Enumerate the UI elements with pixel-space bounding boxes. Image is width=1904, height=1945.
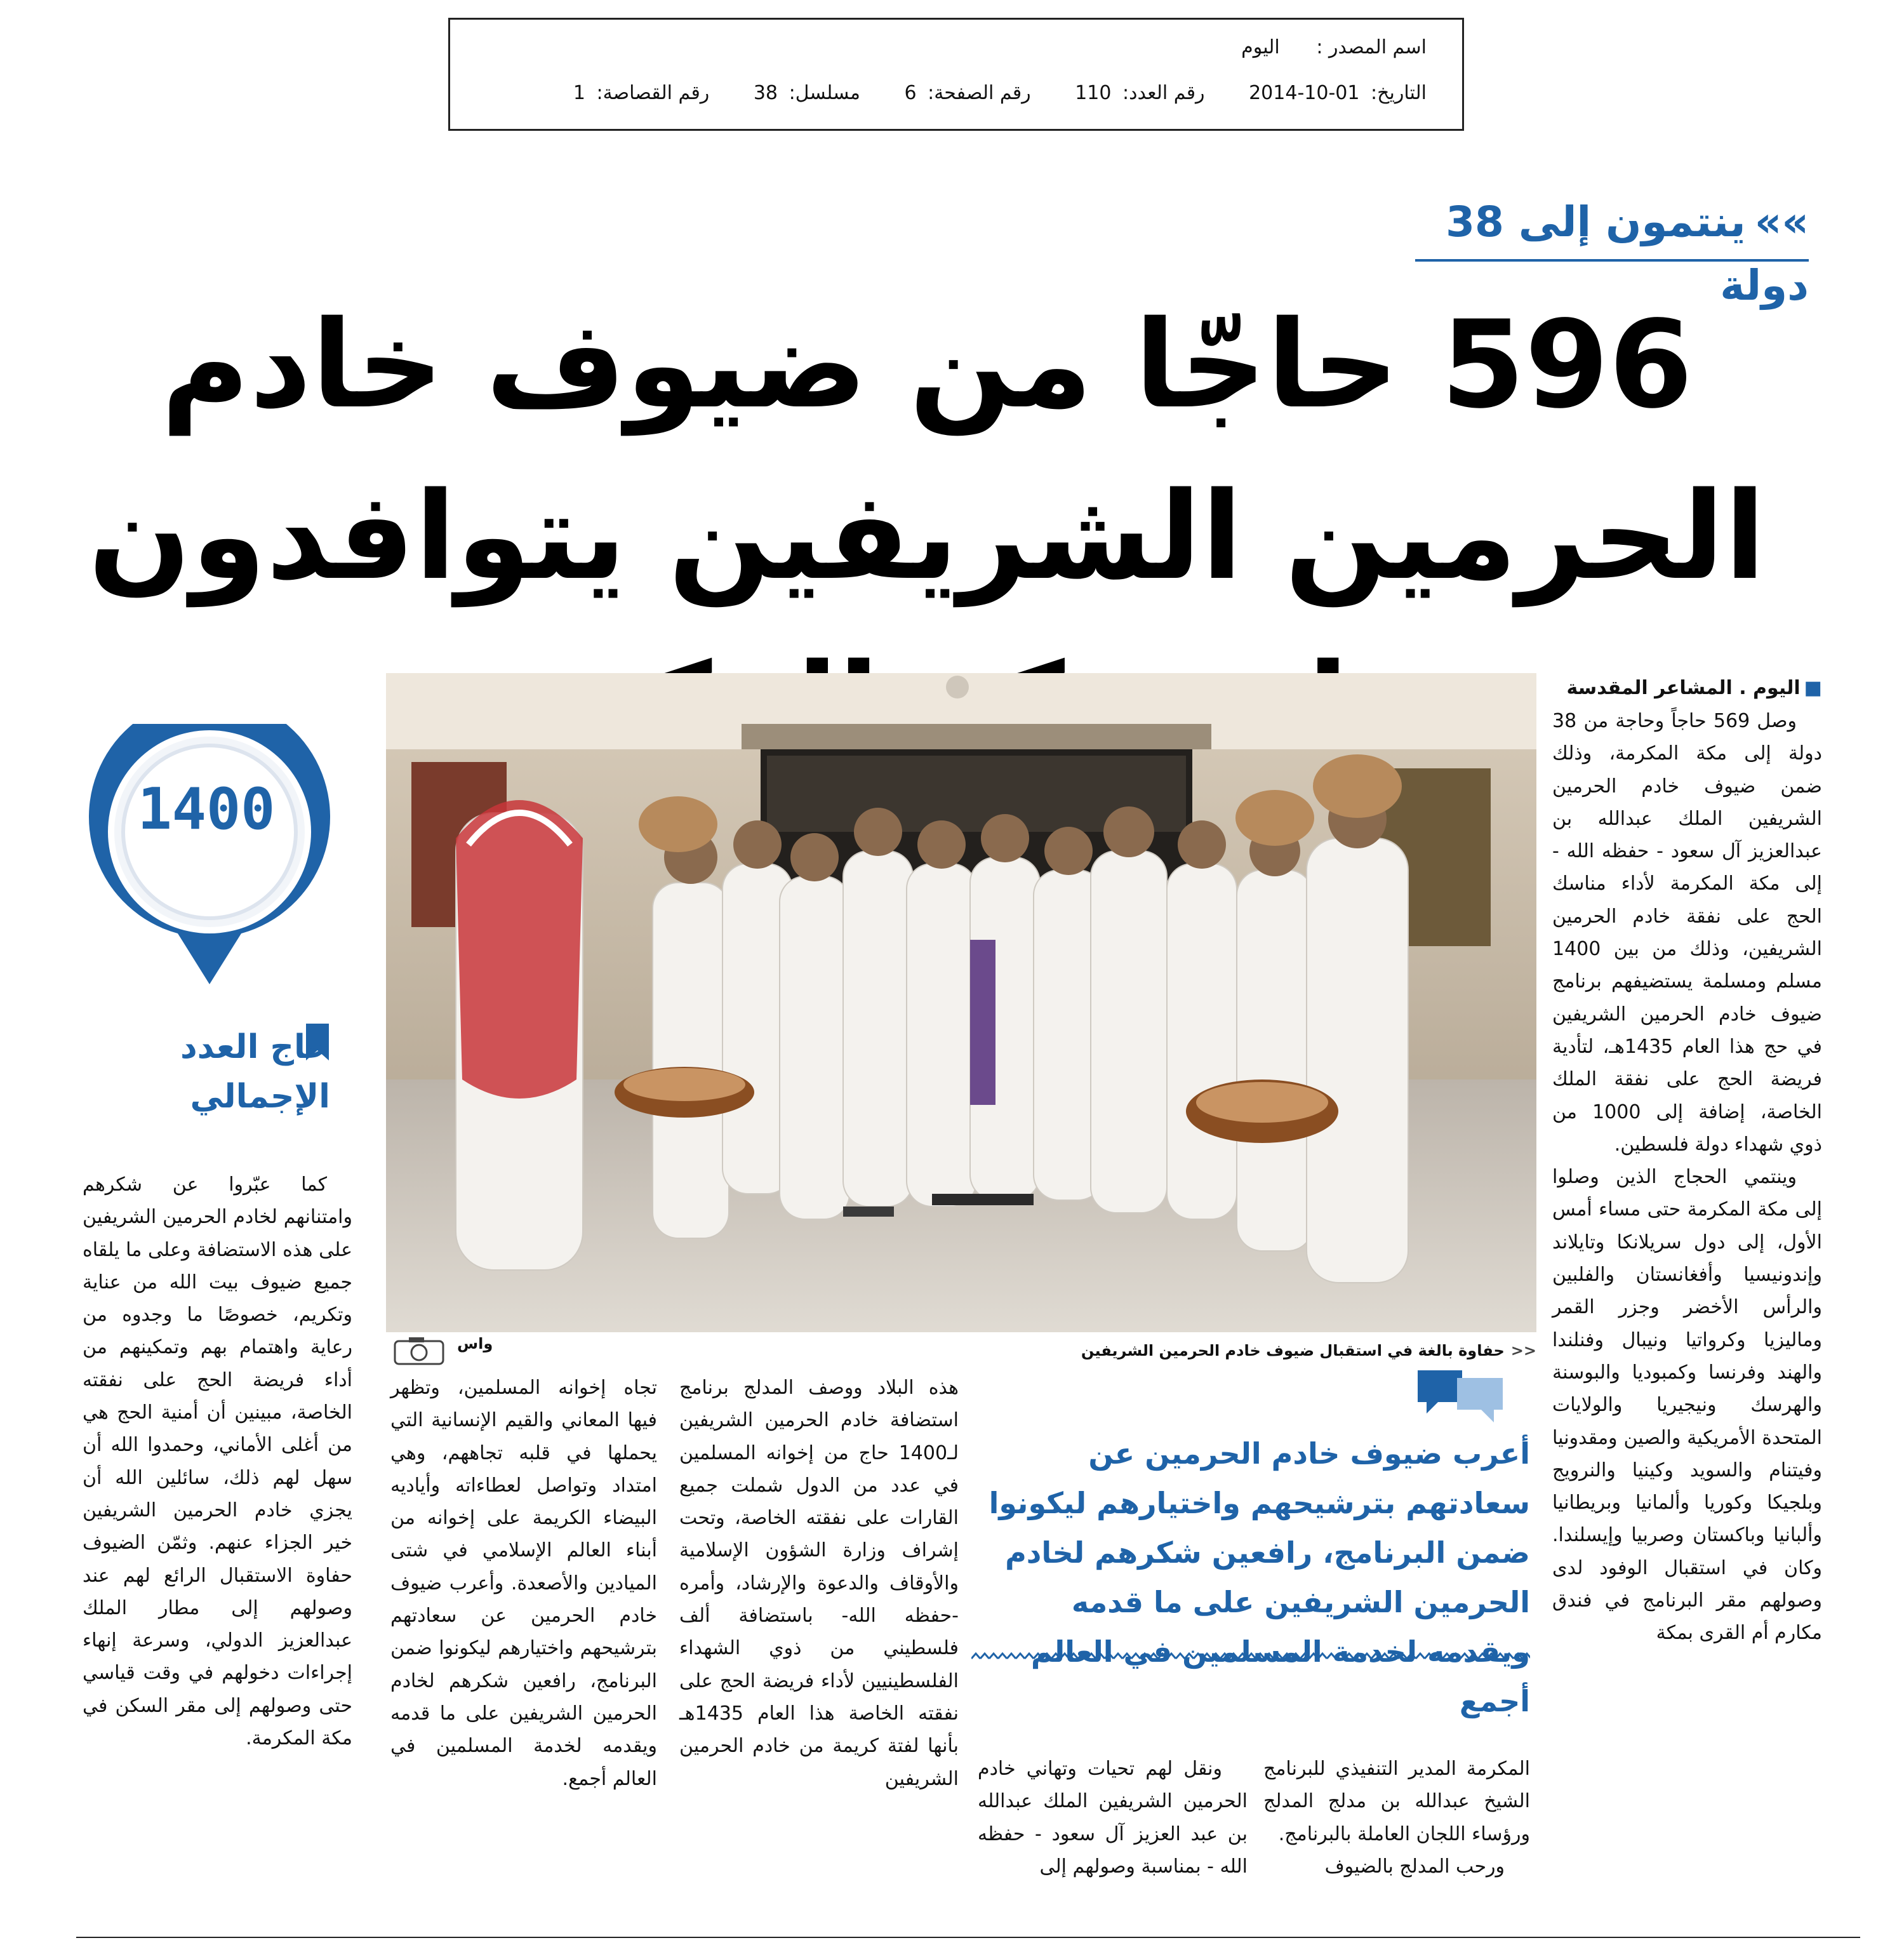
- article-column-bottom-right: [1263, 1753, 1530, 1883]
- label-line-1: حاج العدد: [180, 1028, 330, 1066]
- pull-quote: أعرب ضيوف خادم الحرمين عن سعادتهم بترشيحهم واختيارهم ليكونوا ضمن البرنامج، رافعين شكرهم لخادم الحرمين الشريفين على ما قدمه أجمع: [989, 1436, 1530, 1718]
- clip-value: 1: [573, 82, 585, 104]
- speech-bubble-icon: [1413, 1365, 1508, 1431]
- dateline: [1543, 677, 1822, 699]
- source-row: [1203, 36, 1427, 58]
- page-label: رقم الصفحة:: [928, 82, 1031, 104]
- photo-caption: [386, 1333, 1536, 1368]
- kicker-text: ينتمون إلى 38 دولة: [1446, 197, 1809, 310]
- article-paragraph: وصل 569 حاجاً وحاجة من 38 دولة إلى مكة المكرمة، وذلك ضمن ضيوف خادم الحرمين الشريفين الملك عبدالله بن عبدالعزيز آل سعود - حفظه الله - إلى مكة المكرمة لأداء مناسك الحج على نفقة خادم الحرمين الشريفين، وذلك من بين 1400 مسلم ومسلمة يستضيفهم برنامج ضيوف خادم الحرمين الشريفين في حج هذا العام 1435هـ، لتأدية فريضة الحج على نفقة الملك الخاصة، إضافة إلى 1000 من ذوي شهداء دولة فلسطين.: [1552, 710, 1822, 1156]
- issue-label: رقم العدد:: [1122, 82, 1205, 104]
- caption-arrows-icon: <<: [1510, 1342, 1536, 1360]
- issue-value: 110: [1075, 82, 1112, 104]
- kicker-quote-icon: »»: [1754, 197, 1809, 246]
- total-pilgrims-number: 1400: [137, 776, 276, 843]
- serial-value: 38: [753, 82, 778, 104]
- label-line-2: الإجمالي: [190, 1078, 330, 1116]
- article-paragraph: كما عبّروا عن شكرهم وامتنانهم لخادم الحرمين الشريفين على هذه الاستضافة وعلى ما يلقاه جميع ضيوف بيت الله من عناية وتكريم، خصوصًا ما وجدوه من رعاية واهتمام بهم وتمكينهم من أداء فريضة الحج على نفقته الخاصة، مبينين أن أمنية الحج هي من أغلى الأماني، وحمدوا الله أن سهل لهم ذلك، سائلين الله أن يجزي خادم الحرمين الشريفين خير الجزاء عنهم. وثمّن الضيوف حفاوة الاستقبال الرائع لهم عند وصولهم إلى مطار الملك عبدالعزيز الدولي، وسرعة إنهاء إجراءات دخولهم في وقت قياسي حتى وصولهم إلى مقر السكن في مكة المكرمة.: [83, 1173, 352, 1750]
- article-column-middle-right: [679, 1372, 959, 1795]
- dateline-text: اليوم . المشاعر المقدسة: [1566, 677, 1801, 699]
- source-label: اسم المصدر :: [1316, 36, 1427, 58]
- article-paragraph: وينتمي الحجاج الذين وصلوا إلى مكة المكرمة حتى مساء أمس الأول، إلى دول سريلانكا وتايلاند وإندونيسيا وأفغانستان والفلبين والرأس الأخضر وجزر القمر وماليزيا وكرواتيا ونيبال وفنلندا والهند وفرنسا وكمبوديا والبوسنة والهرسك ونيجيريا والولايات المتحدة الأمريكية والصين ومقدونيا وفيتنام والسويد وكينيا والنرويج وبلجيكا وكوريا وألمانيا وبريطانيا وألبانيا وباكستان وصربيا وإيسلندا. وكان في استقبال الوفود لدى وصولهم مقر البرنامج في فندق مكارم أم القرى بمكة: [1552, 1166, 1822, 1645]
- dateline-bookmark-icon: ■: [1804, 677, 1822, 699]
- article-paragraph: هذه البلاد ووصف المدلج برنامج استضافة خادم الحرمين الشريفين لـ1400 حاج من إخوانه المسلمين في عدد من الدول شملت جميع القارات على نفقته الخاصة، وتحت إشراف وزارة الشؤون الإسلامية والأوقاف والدعوة والإرشاد، وأمره -حفظه الله- باستضافة ألف فلسطيني من ذوي الشهداء الفلسطينيين لأداء فريضة الحج على نفقته الخاصة هذا العام 1435هـ بأنها لفتة كريمة من خادم الحرمين الشريفين: [679, 1377, 959, 1790]
- clip-label: رقم القصاصة:: [596, 82, 710, 104]
- date-value: 01-10-2014: [1249, 82, 1360, 104]
- article-paragraph: المكرمة المدير التنفيذي للبرنامج الشيخ عبدالله بن مدلج المدلج ورؤساء اللجان العاملة بالبرنامج.: [1263, 1758, 1530, 1845]
- map-pin-icon: [76, 724, 343, 993]
- source-info-box: [448, 18, 1464, 131]
- pilgrims-reception-photo: [386, 673, 1536, 1332]
- serial-label: مسلسل:: [789, 82, 860, 104]
- article-column-right: [1552, 705, 1822, 1650]
- article-column-middle-left: [390, 1372, 657, 1795]
- source-value: اليوم: [1241, 36, 1280, 58]
- caption-text: حفاوة بالغة في استقبال ضيوف خادم الحرمين الشريفين: [1081, 1342, 1505, 1360]
- total-pilgrims-label: [114, 1022, 330, 1121]
- page-value: 6: [904, 82, 917, 104]
- article-column-bottom-left: [978, 1753, 1248, 1883]
- kicker: [1415, 190, 1809, 310]
- page-bottom-rule: [76, 1937, 1860, 1938]
- article-paragraph: ونقل لهم تحيات وتهاني خادم الحرمين الشريفين الملك عبدالله بن عبد العزيز آل سعود - حفظه الله - بمناسبة وصولهم إلى: [978, 1758, 1248, 1878]
- date-label: التاريخ:: [1371, 82, 1427, 104]
- article-paragraph: تجاه إخوانه المسلمين، وتظهر فيها المعاني والقيم الإنسانية التي يحملها في قلبه تجاههم، وهي امتداد وتواصل لعطاءاته وأياديه البيضاء الكريمة على إخوانه من أبناء العالم الإسلامي في شتى الميادين والأصعدة. وأعرب ضيوف خادم الحرمين عن سعادتهم بترشيحهم واختيارهم ليكونوا ضمن البرنامج، رافعين شكرهم لخادم الحرمين الشريفين على ما قدمه ويقدمه لخدمة المسلمين في العالم أجمع.: [390, 1377, 657, 1790]
- headline: 596 حاجّا من ضيوف خادم الحرمين الشريفين يتوافدون: [88, 295, 1766, 606]
- pull-quote-divider: [971, 1651, 1530, 1661]
- issue-row: [535, 82, 1427, 104]
- article-column-left: [83, 1168, 352, 1755]
- article-paragraph: ورحب المدلج بالضيوف: [1324, 1855, 1505, 1878]
- photo-credit: واس: [457, 1335, 493, 1353]
- news-photo: [386, 673, 1536, 1332]
